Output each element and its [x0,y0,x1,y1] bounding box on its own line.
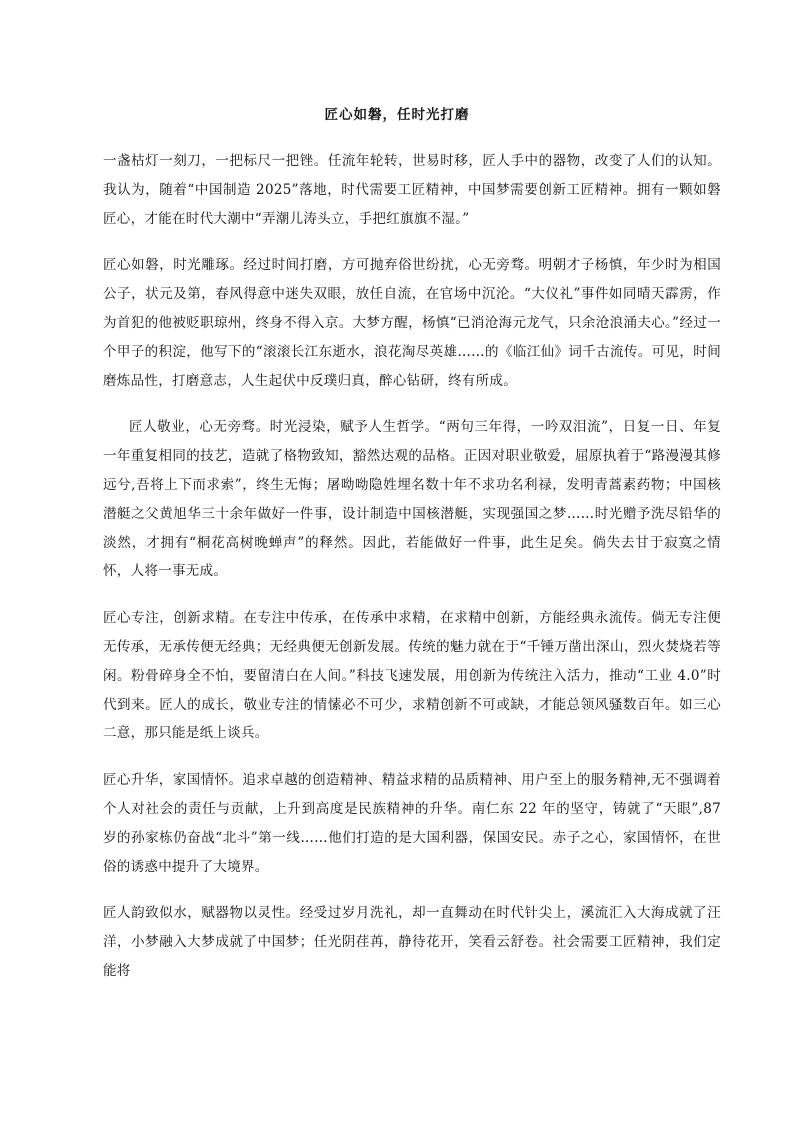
paragraph-6: 匠人韵致似水，赋器物以灵性。经受过岁月洗礼，却一直舞动在时代针尖上，溪流汇入大海成就了汪洋，小梦融入大梦成就了中国梦；任光阴荏苒，静待花开，笑看云舒卷。社会需要工匠精神，我们定能将 [103,905,721,979]
paragraph-3: 匠人敬业，心无旁骛。时光浸染，赋予人生哲学。“两句三年得，一吟双泪流”，日复一日、年复一年重复相同的技艺，造就了格物致知，豁然达观的品格。正因对职业敬爱，屈原执着于“路漫漫其修远兮,吾将上下而求索”，终生无悔；屠呦呦隐姓埋名数十年不求功名利禄，发明青蒿素药物；中国核潜艇之父黄旭华三十余年做好一件事，设计制造中国核潜艇，实现强国之梦……时光赠予洗尽铅华的淡然，才拥有“桐花高树晚蝉声”的释然。因此，若能做好一件事，此生足矣。倘失去甘于寂寞之情怀，人将一事无成。 [103,419,721,580]
paragraph-5: 匠心升华，家国情怀。追求卓越的创造精神、精益求精的品质精神、用户至上的服务精神,无不强调着个人对社会的责任与贡献，上升到高度是民族精神的升华。南仁东 22 年的坚守，铸就了“天眼”,87 岁的孙家栋仍奋战“北斗”第一线……他们打造的是大国利器，保国安民。赤子之心，家国情怀，在世俗的诱惑中提升了大境界。 [103,772,721,875]
paragraph-4: 匠心专注，创新求精。在专注中传承，在传承中求精，在求精中创新，方能经典永流传。倘无专注便无传承，无承传便无经典；无经典便无创新发展。传统的魅力就在于“千锤万凿出深山，烈火焚烧若等闲。粉骨碎身全不怕，要留清白在人间。”科技飞速发展，用创新为传统注入活力，推动“工业 4.0”时代到来。匠人的成长，敬业专注的情愫必不可少，求精创新不可或缺，才能总领风骚数百年。如三心二意，那只能是纸上谈兵。 [103,610,721,742]
essay-title: 匠心如磐，任时光打磨 [324,107,470,123]
paragraph-2: 匠心如磐，时光雕琢。经过时间打磨，方可抛弃俗世纷扰，心无旁骛。明朝才子杨慎，年少时为相国公子，状元及第，春风得意中迷失双眼，放任自流，在官场中沉沦。“大仪礼”事件如同晴天霹雳，作为首犯的他被贬职琼州，终身不得入京。大梦方醒，杨慎“已消沧海元龙气，只余沧浪涌夫心。”经过一个甲子的积淀，他写下的“滚滚长江东逝水，浪花淘尽英雄……的《临江仙》词千古流传。可见，时间磨炼品性，打磨意志，人生起伏中反璞归真，醉心钻研，终有所成。 [103,257,721,389]
paragraph-1: 一盏枯灯一刻刀，一把标尺一把锉。任流年轮转，世易时移，匠人手中的器物，改变了人们的认知。我认为，随着“中国制造 2025”落地，时代需要工匠精神，中国梦需要创新工匠精神。拥有一颗如磐匠心，才能在时代大潮中“弄潮儿涛头立，手把红旗旗不湿。” [103,153,721,227]
essay-body [103,147,721,986]
